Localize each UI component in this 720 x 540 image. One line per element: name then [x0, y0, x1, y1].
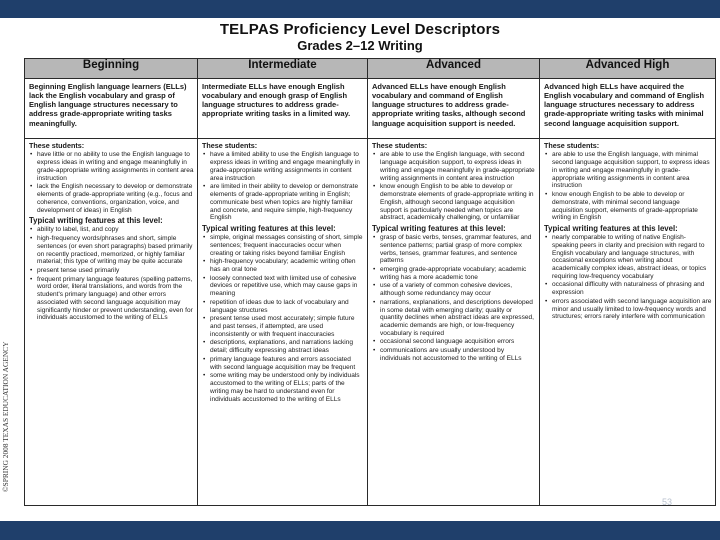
details-advanced-high [540, 139, 716, 506]
students-list [372, 151, 536, 221]
list-item: • are able to use the English language, with minimal second language acquisition support, to express ideas in writing and engage meaningfully in grade-appropriate writing assignments in content area instruction [544, 151, 712, 190]
list-item: • know enough English to be able to develop or demonstrate elements of grade-appropriate writing in English, although second language acquisition support is particularly needed when topics are abstract, academically challenging, or unfamiliar [372, 183, 536, 222]
students-heading: These students: [29, 141, 85, 150]
list-item: • ability to label, list, and copy [29, 226, 194, 234]
bottom-banner-bar [0, 521, 720, 540]
description-advanced-high: Advanced high ELLs have acquired the English vocabulary and command of English language structures necessary to address grade-appropriate writing tasks with minimal second language acquisition support. [540, 79, 716, 139]
features-heading: Typical writing features at this level: [544, 223, 678, 233]
description-row [25, 79, 716, 139]
header-beginning: Beginning [25, 59, 198, 79]
list-item: • nearly comparable to writing of native English-speaking peers in clarity and precision with regard to English vocabulary and language structures, with occasional exceptions when writing about academically complex ideas, abstract ideas, or topics requiring low-frequency vocabulary [544, 234, 712, 280]
list-item: • primary language features and errors associated with second language acquisition may be frequent [202, 356, 364, 371]
list-item: • occasional second language acquisition errors [372, 338, 536, 346]
list-item: • occasional difficulty with naturalness of phrasing and expression [544, 281, 712, 296]
copyright-notice: ©SPRING 2008 TEXAS EDUCATION AGENCY [1, 341, 10, 492]
list-item: • high-frequency words/phrases and short, simple sentences (or even short paragraphs) based primarily on recently practiced, memorized, or highly familiar material; this type of writing may be quite accurate [29, 235, 194, 266]
header-advanced: Advanced [368, 59, 540, 79]
list-item: • narrations, explanations, and descriptions developed in some detail with emerging clarity; quality or quantity declines when abstract ideas are expressed, academic demands are high, or low-frequency vocabulary is required [372, 299, 536, 338]
students-heading: These students: [372, 141, 428, 150]
details-intermediate [198, 139, 368, 506]
students-list [544, 151, 712, 221]
header-row [25, 59, 716, 79]
features-list [202, 234, 364, 403]
page-number: 53 [662, 497, 673, 507]
description-beginning: Beginning English language learners (ELLs) lack the English vocabulary and grasp of English language structures necessary to address grade-appropriate writing tasks meaningfully. [25, 79, 198, 139]
list-item: • know enough English to be able to develop or demonstrate, with minimal second language acquisition support, elements of grade-appropriate writing in English [544, 191, 712, 222]
list-item: • high-frequency vocabulary; academic writing often has an oral tone [202, 258, 364, 273]
page-title: TELPAS Proficiency Level Descriptors [219, 21, 501, 38]
list-item: • communications are usually understood by individuals not accustomed to the writing of ELLs [372, 347, 536, 362]
features-list [372, 234, 536, 363]
list-item: • frequent primary language features (spelling patterns, word order, literal translations, and words from the student's primary language) and other errors associated with second language acquisition may significantly hinder or prevent understanding, even for individuals accustomed to the writing of ELLs [29, 276, 194, 322]
description-advanced: Advanced ELLs have enough English vocabulary and command of English language structures to address grade-appropriate writing tasks, although second language acquisition support is needed. [368, 79, 540, 139]
proficiency-descriptor-table [24, 58, 716, 506]
page-subtitle: Grades 2–12 Writing [297, 38, 423, 53]
students-list [29, 151, 194, 214]
details-beginning [25, 139, 198, 506]
top-banner-bar [0, 0, 720, 18]
description-intermediate: Intermediate ELLs have enough English vocabulary and enough grasp of English language structures to address grade-appropriate writing tasks in a limited way. [198, 79, 368, 139]
features-list [29, 226, 194, 322]
features-heading: Typical writing features at this level: [202, 223, 336, 233]
list-item: • descriptions, explanations, and narrations lacking detail; difficulty expressing abstract ideas [202, 339, 364, 354]
list-item: • repetition of ideas due to lack of vocabulary and language structures [202, 299, 364, 314]
features-heading: Typical writing features at this level: [372, 223, 506, 233]
list-item: • lack the English necessary to develop or demonstrate elements of grade-appropriate writing (e.g., focus and coherence, conventions, organization, voice, and development of ideas) in English [29, 183, 194, 214]
details-advanced [368, 139, 540, 506]
features-list [544, 234, 712, 321]
header-intermediate: Intermediate [198, 59, 368, 79]
list-item: • are limited in their ability to develop or demonstrate elements of grade-appropriate writing in English; communicate best when topics are highly familiar and concrete, and require simple, high-frequency English [202, 183, 364, 222]
list-item: • are able to use the English language, with second language acquisition support, to express ideas in writing and engage meaningfully in grade-appropriate writing assignments in content area instruction [372, 151, 536, 182]
list-item: • grasp of basic verbs, tenses, grammar features, and sentence patterns; partial grasp of more complex verbs, tenses, grammar features, and sentence patterns [372, 234, 536, 265]
list-item: • present tense used most accurately; simple future and past tenses, if attempted, are used inconsistently or with frequent inaccuracies [202, 315, 364, 338]
list-item: • emerging grade-appropriate vocabulary; academic writing has a more academic tone [372, 266, 536, 281]
list-item: • errors associated with second language acquisition are minor and usually limited to low-frequency words and structures; errors rarely interfere with communication [544, 298, 712, 321]
features-heading: Typical writing features at this level: [29, 216, 163, 226]
students-heading: These students: [202, 141, 258, 150]
students-heading: These students: [544, 141, 600, 150]
list-item: • some writing may be understood only by individuals accustomed to the writing of ELLs; parts of the writing may be hard to understand even for individuals accustomed to the writing of ELLs [202, 372, 364, 403]
list-item: • loosely connected text with limited use of cohesive devices or repetitive use, which may cause gaps in meaning [202, 275, 364, 298]
list-item: • present tense used primarily [29, 267, 194, 275]
list-item: • have a limited ability to use the English language to express ideas in writing and engage meaningfully in grade-appropriate writing assignments in content area instruction [202, 151, 364, 182]
list-item: • simple, original messages consisting of short, simple sentences; frequent inaccuracies occur when creating or taking risks beyond familiar English [202, 234, 364, 257]
list-item: • have little or no ability to use the English language to express ideas in writing and engage meaningfully in grade-appropriate writing assignments in content area instruction [29, 151, 194, 182]
students-list [202, 151, 364, 221]
detail-row [25, 139, 716, 506]
header-advanced-high: Advanced High [540, 59, 716, 79]
list-item: • use of a variety of common cohesive devices, although some redundancy may occur [372, 282, 536, 297]
